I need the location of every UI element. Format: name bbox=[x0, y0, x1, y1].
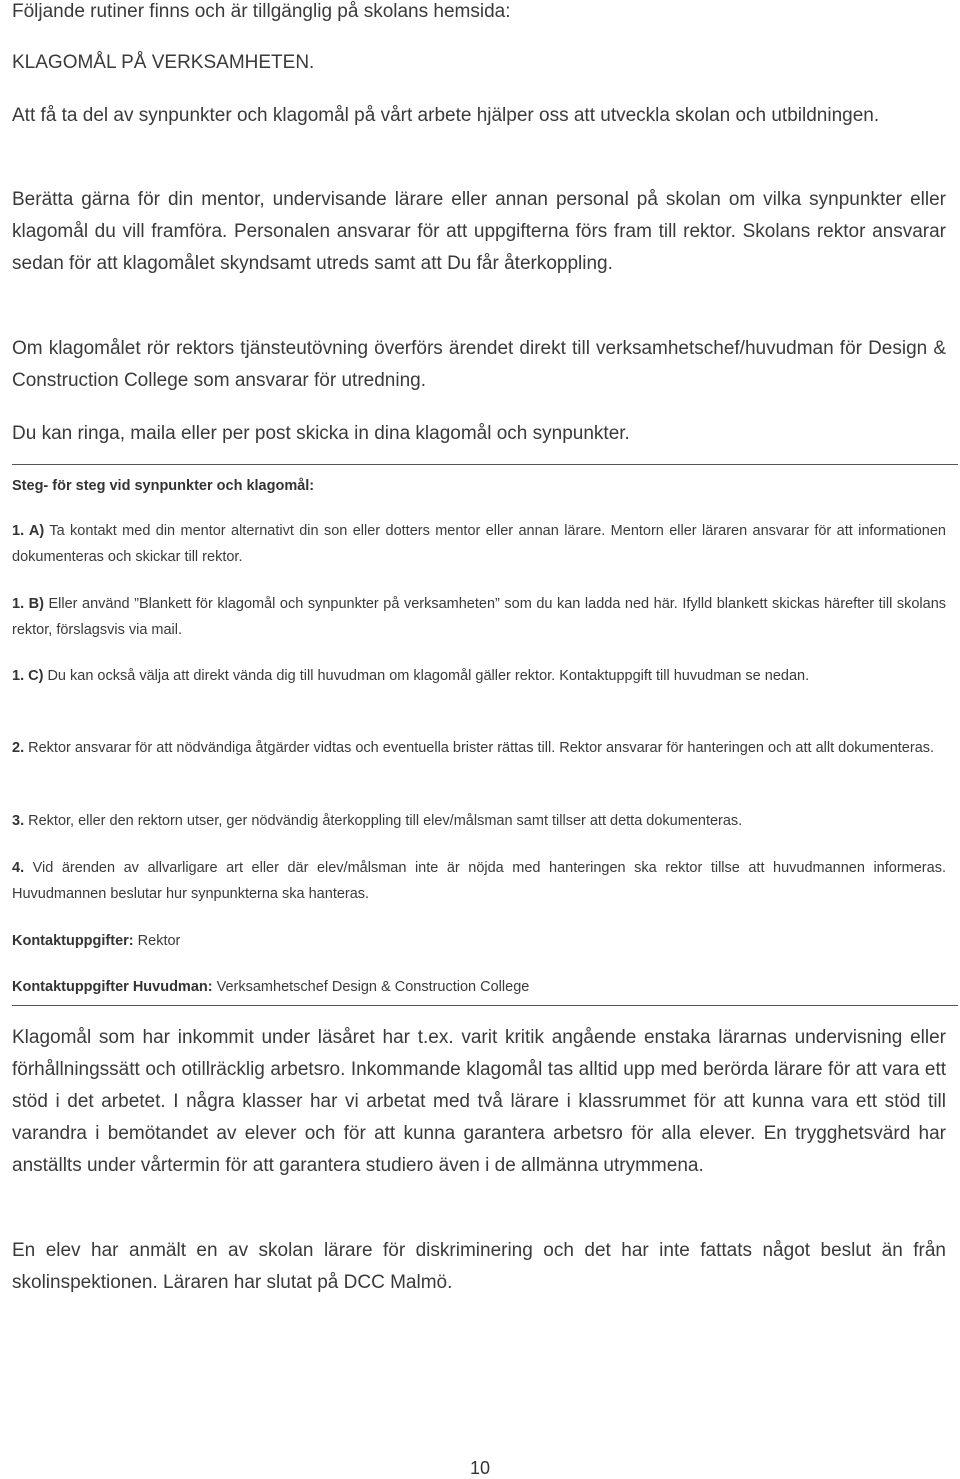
steps-title: Steg- för steg vid synpunkter och klagomål: bbox=[12, 478, 315, 494]
step-label: 1. C) bbox=[12, 668, 44, 684]
closing-paragraph-1: Klagomål som har inkommit under läsåret har t.ex. varit kritik angående enstaka lärarnas undervisning eller förhållningssätt och otillräcklig arbetsro. Inkommande klagomål tas alltid upp med berörda lärare för att vara ett stöd i det arbetet. I några klasser har vi arbetat med två lärare i klassrummet för att kunna vara ett stöd till varandra i bemötandet av elever och för att kunna garantera arbetsro för alla elever. En trygghetsvärd har anställts under vårtermin för att garantera studiero även i de allmänna utrymmena. bbox=[12, 1027, 946, 1176]
contact-rektor bbox=[12, 928, 180, 954]
intro-paragraph-4: Du kan ringa, maila eller per post skicka in dina klagomål och synpunkter. bbox=[12, 423, 630, 444]
step-1c bbox=[12, 663, 946, 689]
closing-paragraph-2: En elev har anmält en av skolan lärare för diskriminering och det har inte fattats något beslut än från skolinspektionen. Läraren har slutat på DCC Malmö. bbox=[12, 1240, 946, 1293]
step-label: 1. A) bbox=[12, 523, 45, 539]
intro-paragraph-1: Att få ta del av synpunkter och klagomål på vårt arbete hjälper oss att utveckla skolan och utbildningen. bbox=[12, 105, 880, 126]
intro-line: Följande rutiner finns och är tillgänglig på skolans hemsida: bbox=[12, 1, 511, 22]
step-text: Rektor, eller den rektorn utser, ger nödvändig återkoppling till elev/målsman samt tillser att detta dokumenteras. bbox=[28, 813, 743, 829]
contact-label: Kontaktuppgifter Huvudman: bbox=[12, 979, 213, 995]
intro-paragraph-2: Berätta gärna för din mentor, undervisande lärare eller annan personal på skolan om vilka synpunkter eller klagomål du vill framföra. Personalen ansvarar för att uppgifterna förs fram till rektor. Skolans rektor ansvarar sedan för att klagomålet skyndsamt utreds samt att Du får återkoppling. bbox=[12, 189, 946, 274]
step-text: Ta kontakt med din mentor alternativt din son eller dotters mentor eller annan lärare. Mentorn eller läraren ansvarar för att informationen dokumenteras och skickar till rektor. bbox=[12, 523, 946, 565]
step-text: Vid ärenden av allvarligare art eller där elev/målsman inte är nöjda med hanteringen ska rektor tillse att huvudmannen informeras. Huvudmannen beslutar hur synpunkterna ska hanteras. bbox=[12, 860, 946, 902]
section-heading: KLAGOMÅL PÅ VERKSAMHETEN. bbox=[12, 52, 315, 73]
step-3 bbox=[12, 808, 946, 834]
step-4 bbox=[12, 855, 946, 907]
steps-box bbox=[12, 464, 958, 1006]
contact-label: Kontaktuppgifter: bbox=[12, 933, 134, 949]
intro-paragraph-3: Om klagomålet rör rektors tjänsteutövning överförs ärendet direkt till verksamhetschef/huvudman för Design & Construction College som ansvarar för utredning. bbox=[12, 338, 946, 391]
step-label: 1. B) bbox=[12, 596, 44, 612]
step-label: 2. bbox=[12, 740, 25, 756]
step-2 bbox=[12, 735, 946, 761]
step-1a bbox=[12, 518, 946, 570]
step-label: 4. bbox=[12, 860, 25, 876]
contact-value: Verksamhetschef Design & Construction College bbox=[212, 979, 530, 995]
step-text: Rektor ansvarar för att nödvändiga åtgärder vidtas och eventuella brister rättas till. Rektor ansvarar för hanteringen och att allt dokumenteras. bbox=[28, 740, 935, 756]
contact-value: Rektor bbox=[133, 933, 181, 949]
page-number: 10 bbox=[469, 1458, 491, 1478]
step-text: Eller använd ”Blankett för klagomål och synpunkter på verksamheten” som du kan ladda ned här. Ifylld blankett skickas härefter till skolans rektor, förslagsvis via mail. bbox=[12, 596, 947, 638]
contact-huvudman bbox=[12, 974, 529, 1000]
step-text: Du kan också välja att direkt vända dig till huvudman om klagomål gäller rektor. Kontaktuppgift till huvudman se nedan. bbox=[47, 668, 810, 684]
step-label: 3. bbox=[12, 813, 25, 829]
step-1b bbox=[12, 591, 946, 643]
